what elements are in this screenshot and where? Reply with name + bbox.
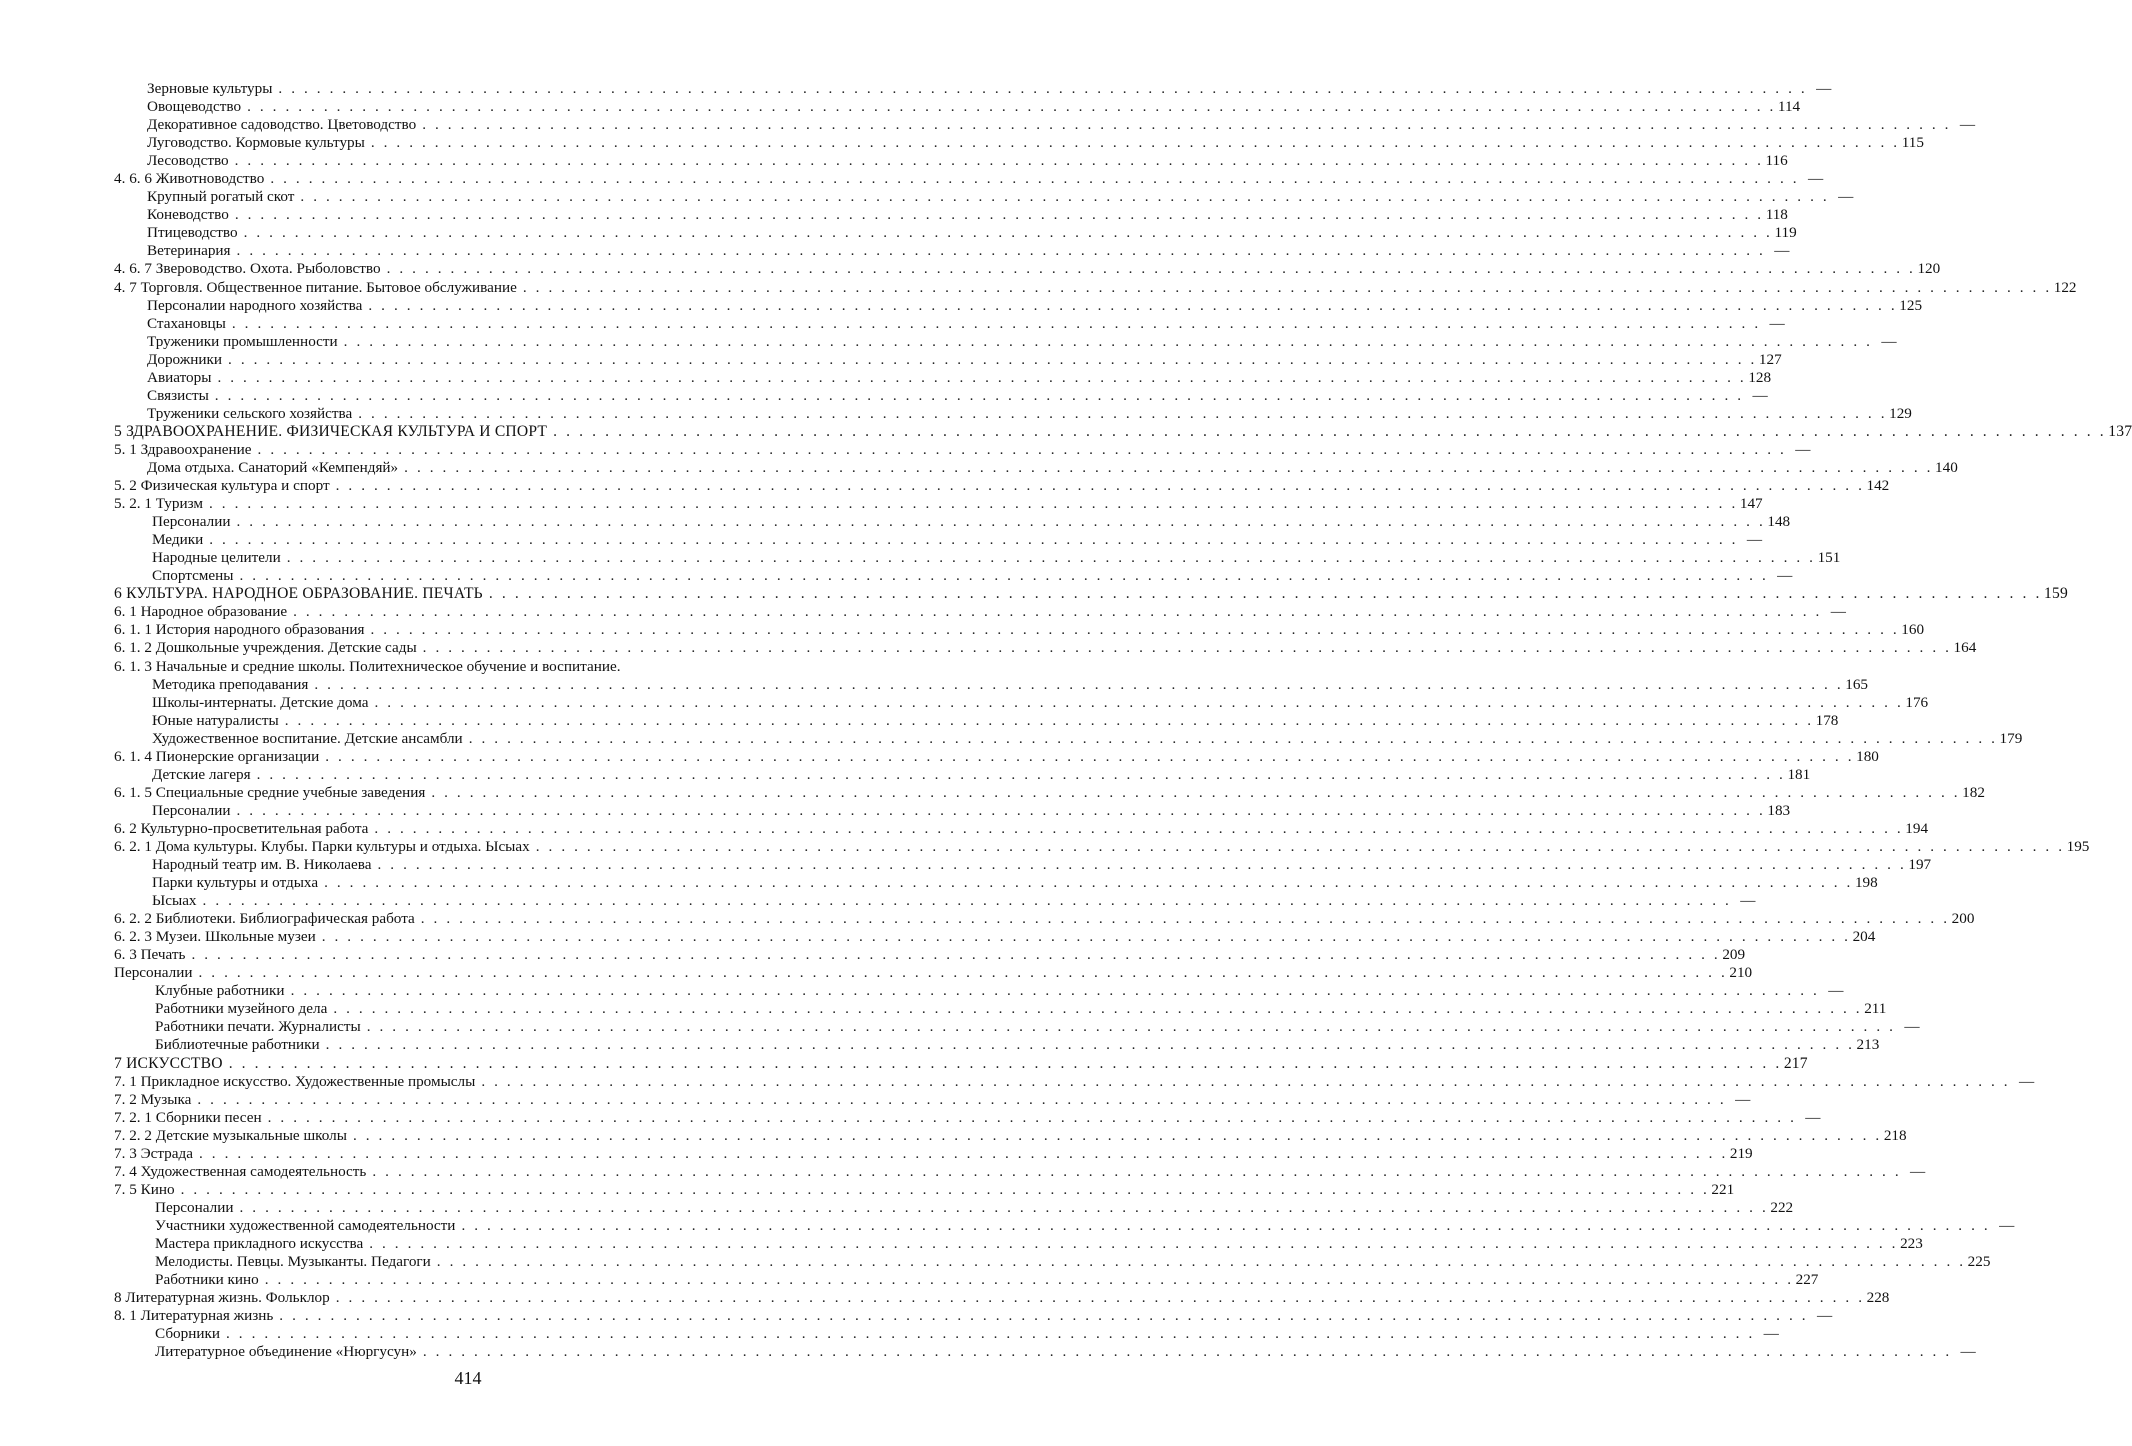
toc-leader-dots: . . . . . . . . . . . . . . . . . . . . . . . . . . . . . . . . . . . . . . . . . . . . . . . . . . . . . . . . . . . . . . . . . . . . . . . . . . . . . . . . . . . . . . . . . . . . . . . . . . . . . . . . . . . . . . . . . . . . . . . .: [404, 458, 1934, 476]
toc-leader-dots: . . . . . . . . . . . . . . . . . . . . . . . . . . . . . . . . . . . . . . . . . . . . . . . . . . . . . . . . . . . . . . . . . . . . . . . . . . . . . . . . . . . . . . . . . . . . . . . . . . . . . . . . . . . . . . . . . . . . . . . .: [264, 1271, 1794, 1289]
toc-entry-title: Персоналии: [152, 513, 231, 531]
table-of-contents: [114, 80, 2132, 1361]
toc-entry-title: 7. 1 Прикладное искусство. Художественные промыслы: [114, 1072, 476, 1090]
toc-page-number: —: [1960, 1343, 1976, 1361]
toc-page-number: 137: [2108, 422, 2132, 440]
toc-entry: [114, 332, 1897, 351]
toc-entry: [114, 1090, 1751, 1109]
toc-leader-dots: . . . . . . . . . . . . . . . . . . . . . . . . . . . . . . . . . . . . . . . . . . . . . . . . . . . . . . . . . . . . . . . . . . . . . . . . . . . . . . . . . . . . . . . . . . . . . . . . . . . . . . . . . . . . . . . . . . . . . . . .: [234, 152, 1764, 170]
toc-entry-title: Сборники: [155, 1325, 220, 1343]
toc-page-number: —: [1904, 1018, 1920, 1036]
toc-leader-dots: . . . . . . . . . . . . . . . . . . . . . . . . . . . . . . . . . . . . . . . . . . . . . . . . . . . . . . . . . . . . . . . . . . . . . . . . . . . . . . . . . . . . . . . . . . . . . . . . . . . . . . . . . . . . . . . . . . . . . . . .: [270, 170, 1800, 188]
toc-leader-dots: . . . . . . . . . . . . . . . . . . . . . . . . . . . . . . . . . . . . . . . . . . . . . . . . . . . . . . . . . . . . . . . . . . . . . . . . . . . . . . . . . . . . . . . . . . . . . . . . . . . . . . . . . . . . . . . . . . . . . . . .: [335, 1289, 1865, 1307]
toc-entry-title: 6. 1. 5 Специальные средние учебные заведения: [114, 783, 426, 801]
toc-entry: [114, 549, 1841, 567]
toc-leader-dots: . . . . . . . . . . . . . . . . . . . . . . . . . . . . . . . . . . . . . . . . . . . . . . . . . . . . . . . . . . . . . . . . . . . . . . . . . . . . . . . . . . . . . . . . . . . . . . . . . . . . . . . . . . . . . . . . . . . . . . . .: [324, 874, 1853, 892]
toc-entry-title: Работники музейного дела: [155, 1000, 328, 1018]
toc-leader-dots: . . . . . . . . . . . . . . . . . . . . . . . . . . . . . . . . . . . . . . . . . . . . . . . . . . . . . . . . . . . . . . . . . . . . . . . . . . . . . . . . . . . . . . . . . . . . . . . . . . . . . . . . . . . . . . . . . . . . . . . .: [431, 783, 1961, 801]
toc-entry: [114, 188, 1854, 206]
toc-entry: [114, 80, 1832, 98]
toc-entry: [114, 819, 1929, 838]
toc-page-number: 209: [1722, 946, 1746, 964]
toc-leader-dots: . . . . . . . . . . . . . . . . . . . . . . . . . . . . . . . . . . . . . . . . . . . . . . . . . . . . . . . . . . . . . . . . . . . . . . . . . . . . . . . . . . . . . . . . . . . . . . . . . . . . . . . . . . . . . . . . . . . . . . . .: [197, 1090, 1727, 1108]
toc-entry: [114, 874, 1878, 892]
toc-entry: [114, 134, 1924, 152]
toc-page-number: —: [1752, 386, 1768, 404]
toc-entry: [114, 765, 1811, 784]
toc-page-number: 179: [1999, 729, 2023, 747]
toc-entry-title: Участники художественной самодеятельности: [155, 1216, 456, 1234]
toc-page-number: 204: [1852, 928, 1876, 946]
toc-leader-dots: . . . . . . . . . . . . . . . . . . . . . . . . . . . . . . . . . . . . . . . . . . . . . . . . . . . . . . . . . . . . . . . . . . . . . . . . . . . . . . . . . . . . . . . . . . . . . . . . . . . . . . . . . . . . . . . . . . . . . . . .: [228, 350, 1757, 368]
toc-page-number: —: [1740, 892, 1756, 910]
toc-leader-dots: . . . . . . . . . . . . . . . . . . . . . . . . . . . . . . . . . . . . . . . . . . . . . . . . . . . . . . . . . . . . . . . . . . . . . . . . . . . . . . . . . . . . . . . . . . . . . . . . . . . . . . . . . . . . . . . . . . . . . . . .: [370, 134, 1900, 152]
toc-entry: [114, 350, 1782, 369]
toc-leader-dots: . . . . . . . . . . . . . . . . . . . . . . . . . . . . . . . . . . . . . . . . . . . . . . . . . . . . . . . . . . . . . . . . . . . . . . . . . . . . . . . . . . . . . . . . . . . . . . . . . . . . . . . . . . . . . . . . . . . . . . . .: [366, 1018, 1896, 1036]
toc-leader-dots: . . . . . . . . . . . . . . . . . . . . . . . . . . . . . . . . . . . . . . . . . . . . . . . . . . . . . . . . . . . . . . . . . . . . . . . . . . . . . . . . . . . . . . . . . . . . . . . . . . . . . . . . . . . . . . . . . . . . . . . .: [374, 819, 1904, 837]
toc-page-number: —: [2019, 1072, 2035, 1090]
toc-entry-title: Парки культуры и отдыха: [152, 874, 319, 892]
toc-leader-dots: . . . . . . . . . . . . . . . . . . . . . . . . . . . . . . . . . . . . . . . . . . . . . . . . . . . . . . . . . . . . . . . . . . . . . . . . . . . . . . . . . . . . . . . . . . . . . . . . . . . . . . . . . . . . . . . . . . . . . . . .: [370, 621, 1900, 639]
toc-leader-dots: . . . . . . . . . . . . . . . . . . . . . . . . . . . . . . . . . . . . . . . . . . . . . . . . . . . . . . . . . . . . . . . . . . . . . . . . . . . . . . . . . . . . . . . . . . . . . . . . . . . . . . . . . . . . . . . . . . . . . . . .: [535, 837, 2065, 855]
toc-entry: [114, 1325, 1779, 1343]
toc-leader-dots: . . . . . . . . . . . . . . . . . . . . . . . . . . . . . . . . . . . . . . . . . . . . . . . . . . . . . . . . . . . . . . . . . . . . . . . . . . . . . . . . . . . . . . . . . . . . . . . . . . . . . . . . . . . . . . . . . . . . . . . .: [300, 188, 1830, 206]
toc-entry: [114, 621, 1925, 639]
toc-entry: [114, 368, 1772, 387]
toc-page-number: 217: [1783, 1054, 1808, 1072]
toc-entry: [114, 964, 1753, 982]
toc-entry: [114, 1000, 1887, 1018]
toc-entry: [114, 693, 1929, 712]
toc-entry-title: 6. 1 Народное образование: [114, 603, 288, 621]
toc-page-number: 219: [1729, 1144, 1753, 1162]
toc-entry-title: 6. 2 Культурно-просветительная работа: [114, 819, 369, 837]
toc-page-number: 221: [1711, 1180, 1735, 1198]
toc-entry: [114, 747, 1879, 766]
toc-entry-title: 5. 2 Физическая культура и спорт: [114, 477, 330, 495]
toc-entry: [114, 440, 1811, 459]
toc-page-number: —: [1830, 603, 1846, 621]
toc-leader-dots: . . . . . . . . . . . . . . . . . . . . . . . . . . . . . . . . . . . . . . . . . . . . . . . . . . . . . . . . . . . . . . . . . . . . . . . . . . . . . . . . . . . . . . . . . . . . . . . . . . . . . . . . . . . . . . . . . . . . . . . .: [553, 422, 2107, 440]
toc-page-number: 142: [1866, 477, 1890, 495]
toc-entry: [114, 892, 1756, 910]
toc-entry: [114, 260, 1941, 278]
toc-entry-title: 7. 2. 2 Детские музыкальные школы: [114, 1126, 347, 1144]
toc-entry: [114, 1253, 1991, 1271]
toc-leader-dots: . . . . . . . . . . . . . . . . . . . . . . . . . . . . . . . . . . . . . . . . . . . . . . . . . . . . . . . . . . . . . . . . . . . . . . . . . . . . . . . . . . . . . . . . . . . . . . . . . . . . . . . . . . . . . . . . . . . . . . . .: [256, 765, 1786, 783]
toc-entry: [114, 1271, 1819, 1289]
toc-entry: [114, 1343, 1976, 1361]
toc-entry-title: Народные целители: [152, 549, 281, 567]
toc-entry-title: Художественное воспитание. Детские ансамбли: [152, 729, 463, 747]
toc-page-number: 182: [1962, 783, 1985, 801]
toc-leader-dots: . . . . . . . . . . . . . . . . . . . . . . . . . . . . . . . . . . . . . . . . . . . . . . . . . . . . . . . . . . . . . . . . . . . . . . . . . . . . . . . . . . . . . . . . . . . . . . . . . . . . . . . . . . . . . . . . . . . . . . . .: [191, 946, 1721, 964]
toc-entry-title: Лесоводство: [147, 152, 229, 170]
toc-leader-dots: . . . . . . . . . . . . . . . . . . . . . . . . . . . . . . . . . . . . . . . . . . . . . . . . . . . . . . . . . . . . . . . . . . . . . . . . . . . . . . . . . . . . . . . . . . . . . . . . . . . . . . . . . . . . . . . . . . . . . . . .: [420, 910, 1950, 928]
toc-leader-dots: . . . . . . . . . . . . . . . . . . . . . . . . . . . . . . . . . . . . . . . . . . . . . . . . . . . . . . . . . . . . . . . . . . . . . . . . . . . . . . . . . . . . . . . . . . . . . . . . . . . . . . . . . . . . . . . . . . . . . . . .: [321, 928, 1851, 946]
toc-entry-title: Авиаторы: [147, 368, 212, 386]
toc-entry: [114, 1198, 1794, 1217]
toc-entry-title: 7. 4 Художественная самодеятельность: [114, 1162, 367, 1180]
toc-leader-dots: . . . . . . . . . . . . . . . . . . . . . . . . . . . . . . . . . . . . . . . . . . . . . . . . . . . . . . . . . . . . . . . . . . . . . . . . . . . . . . . . . . . . . . . . . . . . . . . . . . . . . . . . . . . . . . . . . . . . . . . .: [325, 1036, 1855, 1054]
toc-entry: [114, 531, 1763, 549]
toc-page-number: 140: [1935, 458, 1958, 476]
toc-entry: [114, 837, 2090, 856]
toc-leader-dots: . . . . . . . . . . . . . . . . . . . . . . . . . . . . . . . . . . . . . . . . . . . . . . . . . . . . . . . . . . . . . . . . . . . . . . . . . . . . . . . . . . . . . . . . . . . . . . . . . . . . . . . . . . . . . . . . . . . . . . . .: [522, 278, 2052, 296]
toc-entry-title: 5. 1 Здравоохранение: [114, 440, 252, 458]
toc-leader-dots: . . . . . . . . . . . . . . . . . . . . . . . . . . . . . . . . . . . . . . . . . . . . . . . . . . . . . . . . . . . . . . . . . . . . . . . . . . . . . . . . . . . . . . . . . . . . . . . . . . . . . . . . . . . . . . . . . . . . . . . .: [335, 477, 1865, 495]
toc-leader-dots: . . . . . . . . . . . . . . . . . . . . . . . . . . . . . . . . . . . . . . . . . . . . . . . . . . . . . . . . . . . . . . . . . . . . . . . . . . . . . . . . . . . . . . . . . . . . . . . . . . . . . . . . . . . . . . . . . . . . . . . .: [236, 513, 1766, 531]
toc-entry-title: Овощеводство: [147, 98, 242, 116]
toc-entry: [114, 711, 1839, 730]
toc-leader-dots: . . . . . . . . . . . . . . . . . . . . . . . . . . . . . . . . . . . . . . . . . . . . . . . . . . . . . . . . . . . . . . . . . . . . . . . . . . . . . . . . . . . . . . . . . . . . . . . . . . . . . . . . . . . . . . . . . . . . . . . .: [214, 386, 1744, 404]
toc-entry-title: Персоналии: [155, 1198, 234, 1216]
toc-entry-title: Ысыах: [152, 892, 197, 910]
toc-entry-title: 6. 2. 2 Библиотеки. Библиографическая работа: [114, 910, 415, 928]
toc-section-heading: [114, 422, 2132, 441]
toc-page-number: 118: [1765, 206, 1788, 224]
toc-entry-title: Методика преподавания: [152, 675, 309, 693]
toc-page-number: 211: [1864, 1000, 1887, 1018]
toc-entry: [114, 513, 1791, 531]
toc-page-number: 198: [1854, 874, 1878, 892]
toc-page-number: —: [1735, 1090, 1751, 1108]
toc-entry: [114, 495, 1763, 513]
toc-page-number: 222: [1770, 1198, 1794, 1216]
toc-entry-title: Работники печати. Журналисты: [155, 1018, 361, 1036]
toc-page-number: —: [1828, 982, 1844, 1000]
toc-entry: [114, 1072, 2035, 1091]
toc-entry: [114, 1235, 1923, 1253]
toc-page-number: 228: [1866, 1289, 1890, 1307]
toc-entry: [114, 206, 1788, 224]
toc-entry: [114, 1180, 1735, 1199]
toc-entry-title: Труженики промышленности: [147, 332, 338, 350]
toc-leader-dots: . . . . . . . . . . . . . . . . . . . . . . . . . . . . . . . . . . . . . . . . . . . . . . . . . . . . . . . . . . . . . . . . . . . . . . . . . . . . . . . . . . . . . . . . . . . . . . . . . . . . . . . . . . . . . . . . . . . . . . . .: [239, 567, 1769, 585]
toc-leader-dots: . . . . . . . . . . . . . . . . . . . . . . . . . . . . . . . . . . . . . . . . . . . . . . . . . . . . . . . . . . . . . . . . . . . . . . . . . . . . . . . . . . . . . . . . . . . . . . . . . . . . . . . . . . . . . . . . . . . . . . . .: [377, 856, 1907, 874]
toc-page-number: 160: [1901, 621, 1925, 639]
toc-entry-title: 4. 6. 6 Животноводство: [114, 170, 265, 188]
toc-entry-title: 7. 2. 1 Сборники песен: [114, 1108, 262, 1126]
toc-page-number: 181: [1787, 765, 1811, 783]
toc-leader-dots: . . . . . . . . . . . . . . . . . . . . . . . . . . . . . . . . . . . . . . . . . . . . . . . . . . . . . . . . . . . . . . . . . . . . . . . . . . . . . . . . . . . . . . . . . . . . . . . . . . . . . . . . . . . . . . . . . . . . . . . .: [488, 585, 2042, 603]
toc-page-number: 125: [1899, 296, 1923, 314]
toc-page-number: 180: [1856, 747, 1879, 765]
toc-leader-dots: . . . . . . . . . . . . . . . . . . . . . . . . . . . . . . . . . . . . . . . . . . . . . . . . . . . . . . . . . . . . . . . . . . . . . . . . . . . . . . . . . . . . . . . . . . . . . . . . . . . . . . . . . . . . . . . . . . . . . . . .: [209, 495, 1738, 513]
toc-page-number: 210: [1729, 964, 1753, 982]
toc-page-number: 151: [1817, 549, 1841, 567]
toc-leader-dots: . . . . . . . . . . . . . . . . . . . . . . . . . . . . . . . . . . . . . . . . . . . . . . . . . . . . . . . . . . . . . . . . . . . . . . . . . . . . . . . . . . . . . . . . . . . . . . . . . . . . . . . . . . . . . . . . . . . . . . . .: [198, 1144, 1728, 1162]
toc-entry-title: Литературное объединение «Нюргусун»: [155, 1343, 417, 1361]
toc-page-number: —: [1805, 1108, 1821, 1126]
toc-entry: [114, 928, 1876, 946]
toc-entry-title: 7. 5 Кино: [114, 1180, 175, 1198]
toc-page-number: 176: [1905, 693, 1929, 711]
toc-page-number: 223: [1900, 1235, 1923, 1252]
toc-entry: [114, 477, 1890, 495]
toc-entry-title: 5 ЗДРАВООХРАНЕНИЕ. ФИЗИЧЕСКАЯ КУЛЬТУРА И СПОРТ: [114, 422, 548, 440]
toc-leader-dots: . . . . . . . . . . . . . . . . . . . . . . . . . . . . . . . . . . . . . . . . . . . . . . . . . . . . . . . . . . . . . . . . . . . . . . . . . . . . . . . . . . . . . . . . . . . . . . . . . . . . . . . . . . . . . . . . . . . . . . . .: [247, 98, 1776, 116]
toc-entry-title: Школы-интернаты. Детские дома: [152, 693, 369, 711]
toc-entry: [114, 729, 2023, 748]
toc-entry-title: Работники кино: [155, 1271, 259, 1289]
toc-entry: [114, 639, 1977, 657]
toc-leader-dots: . . . . . . . . . . . . . . . . . . . . . . . . . . . . . . . . . . . . . . . . . . . . . . . . . . . . . . . . . . . . . . . . . . . . . . . . . . . . . . . . . . . . . . . . . . . . . . . . . . . . . . . . . . . . . . . . . . . . . . . .: [481, 1072, 2011, 1090]
toc-page-number: 227: [1795, 1271, 1819, 1289]
toc-entry: [114, 1289, 1890, 1307]
toc-entry: [114, 1144, 1753, 1163]
toc-entry-title: Народный театр им. В. Николаева: [152, 856, 372, 874]
toc-leader-dots: . . . . . . . . . . . . . . . . . . . . . . . . . . . . . . . . . . . . . . . . . . . . . . . . . . . . . . . . . . . . . . . . . . . . . . . . . . . . . . . . . . . . . . . . . . . . . . . . . . . . . . . . . . . . . . . . . . . . . . . .: [180, 1180, 1710, 1198]
toc-leader-dots: . . . . . . . . . . . . . . . . . . . . . . . . . . . . . . . . . . . . . . . . . . . . . . . . . . . . . . . . . . . . . . . . . . . . . . . . . . . . . . . . . . . . . . . . . . . . . . . . . . . . . . . . . . . . . . . . . . . . . . . .: [231, 314, 1761, 332]
toc-entry-title: 5. 2. 1 Туризм: [114, 495, 203, 513]
toc-page-number: 129: [1889, 404, 1912, 422]
toc-leader-dots: . . . . . . . . . . . . . . . . . . . . . . . . . . . . . . . . . . . . . . . . . . . . . . . . . . . . . . . . . . . . . . . . . . . . . . . . . . . . . . . . . . . . . . . . . . . . . . . . . . . . . . . . . . . . . . . . . . . . . . . .: [386, 260, 1916, 278]
toc-leader-dots: . . . . . . . . . . . . . . . . . . . . . . . . . . . . . . . . . . . . . . . . . . . . . . . . . . . . . . . . . . . . . . . . . . . . . . . . . . . . . . . . . . . . . . . . . . . . . . . . . . . . . . . . . . . . . . . . . . . . . . . .: [293, 603, 1822, 621]
toc-page-number: 147: [1739, 495, 1763, 513]
toc-entry-title: Стахановцы: [147, 314, 226, 332]
toc-entry-title: 8 Литературная жизнь. Фольклор: [114, 1289, 330, 1307]
toc-page-number: 197: [1908, 856, 1932, 874]
toc-page-number: 116: [1765, 152, 1788, 170]
toc-leader-dots: . . . . . . . . . . . . . . . . . . . . . . . . . . . . . . . . . . . . . . . . . . . . . . . . . . . . . . . . . . . . . . . . . . . . . . . . . . . . . . . . . . . . . . . . . . . . . . . . . . . . . . . . . . . . . . . . . . . . . . . .: [278, 80, 1808, 97]
toc-leader-dots: . . . . . . . . . . . . . . . . . . . . . . . . . . . . . . . . . . . . . . . . . . . . . . . . . . . . . . . . . . . . . . . . . . . . . . . . . . . . . . . . . . . . . . . . . . . . . . . . . . . . . . . . . . . . . . . . . . . . . . . .: [343, 332, 1873, 350]
toc-section-heading: [114, 585, 2068, 603]
toc-page-number: 194: [1905, 819, 1929, 837]
toc-entry-title: 7 ИСКУССТВО: [114, 1054, 223, 1072]
toc-entry-title: Коневодство: [147, 206, 229, 224]
toc-entry: [114, 910, 1975, 928]
toc-leader-dots: . . . . . . . . . . . . . . . . . . . . . . . . . . . . . . . . . . . . . . . . . . . . . . . . . . . . . . . . . . . . . . . . . . . . . . . . . . . . . . . . . . . . . . . . . . . . . . . . . . . . . . . . . . . . . . . . . . . . . . . .: [358, 404, 1888, 422]
toc-entry: [114, 458, 1958, 477]
toc-leader-dots: . . . . . . . . . . . . . . . . . . . . . . . . . . . . . . . . . . . . . . . . . . . . . . . . . . . . . . . . . . . . . . . . . . . . . . . . . . . . . . . . . . . . . . . . . . . . . . . . . . . . . . . . . . . . . . . . . . . . . . . .: [209, 531, 1739, 549]
toc-entry: [114, 314, 1785, 333]
toc-entry: [114, 116, 1976, 134]
toc-entry: [114, 1108, 1821, 1127]
toc-page-number: 200: [1951, 910, 1975, 928]
toc-entry: [114, 404, 1912, 423]
toc-leader-dots: . . . . . . . . . . . . . . . . . . . . . . . . . . . . . . . . . . . . . . . . . . . . . . . . . . . . . . . . . . . . . . . . . . . . . . . . . . . . . . . . . . . . . . . . . . . . . . . . . . . . . . . . . . . . . . . . . . . . . . . .: [236, 242, 1766, 260]
toc-leader-dots: . . . . . . . . . . . . . . . . . . . . . . . . . . . . . . . . . . . . . . . . . . . . . . . . . . . . . . . . . . . . . . . . . . . . . . . . . . . . . . . . . . . . . . . . . . . . . . . . . . . . . . . . . . . . . . . . . . . . . . . .: [257, 440, 1787, 458]
toc-entry: [114, 278, 2077, 297]
toc-entry: [114, 152, 1788, 170]
toc-entry-title: Персоналии: [114, 964, 193, 982]
toc-entry: [114, 170, 1824, 188]
toc-page-number: 122: [2053, 278, 2077, 296]
toc-entry: [114, 1126, 1907, 1145]
toc-entry-title: Персоналии: [152, 801, 231, 819]
toc-page-number: —: [1999, 1216, 2015, 1234]
toc-leader-dots: . . . . . . . . . . . . . . . . . . . . . . . . . . . . . . . . . . . . . . . . . . . . . . . . . . . . . . . . . . . . . . . . . . . . . . . . . . . . . . . . . . . . . . . . . . . . . . . . . . . . . . . . . . . . . . . . . . . . . . . .: [239, 1198, 1769, 1216]
toc-leader-dots: . . . . . . . . . . . . . . . . . . . . . . . . . . . . . . . . . . . . . . . . . . . . . . . . . . . . . . . . . . . . . . . . . . . . . . . . . . . . . . . . . . . . . . . . . . . . . . . . . . . . . . . . . . . . . . . . . . . . . . . .: [243, 224, 1773, 242]
toc-entry-title: Детские лагеря: [152, 765, 251, 783]
toc-leader-dots: . . . . . . . . . . . . . . . . . . . . . . . . . . . . . . . . . . . . . . . . . . . . . . . . . . . . . . . . . . . . . . . . . . . . . . . . . . . . . . . . . . . . . . . . . . . . . . . . . . . . . . . . . . . . . . . . . . . . . . . .: [422, 639, 1952, 657]
toc-page-number: 165: [1845, 675, 1868, 693]
toc-leader-dots: . . . . . . . . . . . . . . . . . . . . . . . . . . . . . . . . . . . . . . . . . . . . . . . . . . . . . . . . . . . . . . . . . . . . . . . . . . . . . . . . . . . . . . . . . . . . . . . . . . . . . . . . . . . . . . . . . . . . . . . .: [352, 1126, 1882, 1144]
toc-entry-title: 7. 3 Эстрада: [114, 1144, 193, 1162]
toc-entry-title: 7. 2 Музыка: [114, 1090, 192, 1108]
toc-leader-dots: . . . . . . . . . . . . . . . . . . . . . . . . . . . . . . . . . . . . . . . . . . . . . . . . . . . . . . . . . . . . . . . . . . . . . . . . . . . . . . . . . . . . . . . . . . . . . . . . . . . . . . . . . . . . . . . . . . . . . . . .: [369, 1235, 1899, 1252]
toc-entry-title: Декоративное садоводство. Цветоводство: [147, 116, 417, 134]
toc-entry: [114, 1018, 1920, 1036]
toc-entry-title: Мелодисты. Певцы. Музыканты. Педагоги: [155, 1253, 431, 1271]
toc-leader-dots: . . . . . . . . . . . . . . . . . . . . . . . . . . . . . . . . . . . . . . . . . . . . . . . . . . . . . . . . . . . . . . . . . . . . . . . . . . . . . . . . . . . . . . . . . . . . . . . . . . . . . . . . . . . . . . . . . . . . . . . .: [325, 747, 1855, 765]
toc-page-number: —: [1807, 170, 1824, 188]
toc-entry-title: 6. 1. 3 Начальные и средние школы. Политехническое обучение и воспитание.: [114, 657, 621, 675]
toc-entry-title: Зерновые культуры: [147, 80, 273, 97]
toc-leader-dots: . . . . . . . . . . . . . . . . . . . . . . . . . . . . . . . . . . . . . . . . . . . . . . . . . . . . . . . . . . . . . . . . . . . . . . . . . . . . . . . . . . . . . . . . . . . . . . . . . . . . . . . . . . . . . . . . . . . . . . . .: [422, 116, 1952, 134]
toc-leader-dots: . . . . . . . . . . . . . . . . . . . . . . . . . . . . . . . . . . . . . . . . . . . . . . . . . . . . . . . . . . . . . . . . . . . . . . . . . . . . . . . . . . . . . . . . . . . . . . . . . . . . . . . . . . . . . . . . . . . . . . . .: [333, 1000, 1863, 1018]
toc-leader-dots: . . . . . . . . . . . . . . . . . . . . . . . . . . . . . . . . . . . . . . . . . . . . . . . . . . . . . . . . . . . . . . . . . . . . . . . . . . . . . . . . . . . . . . . . . . . . . . . . . . . . . . . . . . . . . . . . . . . . . . . .: [236, 801, 1766, 819]
toc-page-number: —: [1816, 80, 1832, 97]
toc-page-number: 128: [1748, 368, 1772, 386]
toc-leader-dots: . . . . . . . . . . . . . . . . . . . . . . . . . . . . . . . . . . . . . . . . . . . . . . . . . . . . . . . . . . . . . . . . . . . . . . . . . . . . . . . . . . . . . . . . . . . . . . . . . . . . . . . . . . . . . . . . . . . . . . . .: [234, 206, 1764, 224]
toc-leader-dots: . . . . . . . . . . . . . . . . . . . . . . . . . . . . . . . . . . . . . . . . . . . . . . . . . . . . . . . . . . . . . . . . . . . . . . . . . . . . . . . . . . . . . . . . . . . . . . . . . . . . . . . . . . . . . . . . . . . . . . . .: [314, 675, 1844, 693]
toc-entry-title: Библиотечные работники: [155, 1036, 320, 1054]
toc-entry: [114, 658, 790, 676]
toc-leader-dots: . . . . . . . . . . . . . . . . . . . . . . . . . . . . . . . . . . . . . . . . . . . . . . . . . . . . . . . . . . . . . . . . . . . . . . . . . . . . . . . . . . . . . . . . . . . . . . . . . . . . . . . . . . . . . . . . . . . . . . . .: [228, 1054, 1782, 1072]
toc-entry: [114, 242, 1790, 260]
toc-page-number: 127: [1758, 350, 1782, 368]
toc-entry-title: Дорожники: [147, 350, 223, 368]
toc-entry-title: Мастера прикладного искусства: [155, 1235, 364, 1252]
toc-entry: [114, 386, 1768, 405]
toc-entry: [114, 982, 1844, 1000]
toc-page-number: 115: [1901, 134, 1924, 152]
toc-entry-title: 6. 1. 1 История народного образования: [114, 621, 365, 639]
toc-entry: [114, 567, 1793, 585]
toc-leader-dots: . . . . . . . . . . . . . . . . . . . . . . . . . . . . . . . . . . . . . . . . . . . . . . . . . . . . . . . . . . . . . . . . . . . . . . . . . . . . . . . . . . . . . . . . . . . . . . . . . . . . . . . . . . . . . . . . . . . . . . . .: [284, 711, 1814, 729]
toc-entry-title: 4. 7 Торговля. Общественное питание. Бытовое обслуживание: [114, 278, 517, 296]
toc-leader-dots: . . . . . . . . . . . . . . . . . . . . . . . . . . . . . . . . . . . . . . . . . . . . . . . . . . . . . . . . . . . . . . . . . . . . . . . . . . . . . . . . . . . . . . . . . . . . . . . . . . . . . . . . . . . . . . . . . . . . . . . .: [226, 1325, 1755, 1343]
toc-entry-title: Клубные работники: [155, 982, 285, 1000]
toc-entry: [114, 603, 1846, 621]
toc-entry-title: 6 КУЛЬТУРА. НАРОДНОЕ ОБРАЗОВАНИЕ. ПЕЧАТЬ: [114, 585, 483, 603]
toc-leader-dots: . . . . . . . . . . . . . . . . . . . . . . . . . . . . . . . . . . . . . . . . . . . . . . . . . . . . . . . . . . . . . . . . . . . . . . . . . . . . . . . . . . . . . . . . . . . . . . . . . . . . . . . . . . . . . . . . . . . . . . . .: [202, 892, 1732, 910]
toc-page-number: —: [1910, 1162, 1926, 1180]
toc-leader-dots: . . . . . . . . . . . . . . . . . . . . . . . . . . . . . . . . . . . . . . . . . . . . . . . . . . . . . . . . . . . . . . . . . . . . . . . . . . . . . . . . . . . . . . . . . . . . . . . . . . . . . . . . . . . . . . . . . . . . . . . .: [374, 693, 1904, 711]
toc-page-number: 218: [1883, 1126, 1907, 1144]
toc-entry: [114, 98, 1801, 116]
toc-section-heading: [114, 1054, 1808, 1073]
toc-page-number: 120: [1917, 260, 1941, 278]
toc-page-number: 213: [1856, 1036, 1880, 1054]
toc-entry: [114, 675, 1868, 694]
toc-entry-title: Луговодство. Кормовые культуры: [147, 134, 365, 152]
toc-leader-dots: . . . . . . . . . . . . . . . . . . . . . . . . . . . . . . . . . . . . . . . . . . . . . . . . . . . . . . . . . . . . . . . . . . . . . . . . . . . . . . . . . . . . . . . . . . . . . . . . . . . . . . . . . . . . . . . . . . . . . . . .: [368, 296, 1898, 314]
toc-entry-title: 6. 2. 3 Музеи. Школьные музеи: [114, 928, 316, 946]
toc-page-number: 119: [1774, 224, 1797, 242]
toc-entry-title: 6. 2. 1 Дома культуры. Клубы. Парки культуры и отдыха. Ысыах: [114, 837, 530, 855]
page-number: 414: [454, 1368, 482, 1388]
toc-entry-title: Связисты: [147, 386, 209, 404]
toc-leader-dots: . . . . . . . . . . . . . . . . . . . . . . . . . . . . . . . . . . . . . . . . . . . . . . . . . . . . . . . . . . . . . . . . . . . . . . . . . . . . . . . . . . . . . . . . . . . . . . . . . . . . . . . . . . . . . . . . . . . . . . . .: [279, 1307, 1809, 1325]
toc-entry-title: Труженики сельского хозяйства: [147, 404, 353, 422]
toc-page-number: 164: [1953, 639, 1977, 657]
toc-page-number: —: [1959, 116, 1976, 134]
toc-leader-dots: . . . . . . . . . . . . . . . . . . . . . . . . . . . . . . . . . . . . . . . . . . . . . . . . . . . . . . . . . . . . . . . . . . . . . . . . . . . . . . . . . . . . . . . . . . . . . . . . . . . . . . . . . . . . . . . . . . . . . . . .: [286, 549, 1816, 567]
toc-entry: [114, 1307, 1833, 1325]
toc-entry-title: Крупный рогатый скот: [147, 188, 295, 206]
toc-leader-dots: . . . . . . . . . . . . . . . . . . . . . . . . . . . . . . . . . . . . . . . . . . . . . . . . . . . . . . . . . . . . . . . . . . . . . . . . . . . . . . . . . . . . . . . . . . . . . . . . . . . . . . . . . . . . . . . . . . . . . . . .: [217, 368, 1747, 386]
toc-page-number: —: [1795, 440, 1811, 458]
toc-entry-title: 4. 6. 7 Звероводство. Охота. Рыболовство: [114, 260, 381, 278]
toc-page-number: 114: [1777, 98, 1801, 116]
toc-entry: [114, 296, 1923, 315]
toc-page-number: 183: [1767, 801, 1791, 819]
toc-page-number: —: [1838, 188, 1854, 206]
toc-leader-dots: . . . . . . . . . . . . . . . . . . . . . . . . . . . . . . . . . . . . . . . . . . . . . . . . . . . . . . . . . . . . . . . . . . . . . . . . . . . . . . . . . . . . . . . . . . . . . . . . . . . . . . . . . . . . . . . . . . . . . . . .: [461, 1216, 1991, 1234]
toc-leader-dots: . . . . . . . . . . . . . . . . . . . . . . . . . . . . . . . . . . . . . . . . . . . . . . . . . . . . . . . . . . . . . . . . . . . . . . . . . . . . . . . . . . . . . . . . . . . . . . . . . . . . . . . . . . . . . . . . . . . . . . . .: [290, 982, 1820, 1000]
toc-entry: [114, 856, 1932, 874]
toc-page-number: —: [1774, 242, 1790, 260]
toc-page-number: 148: [1767, 513, 1791, 531]
toc-entry-title: 8. 1 Литературная жизнь: [114, 1307, 274, 1325]
toc-page-number: 159: [2043, 585, 2068, 603]
toc-entry: [114, 224, 1797, 242]
toc-entry-title: Юные натуралисты: [152, 711, 279, 729]
toc-leader-dots: . . . . . . . . . . . . . . . . . . . . . . . . . . . . . . . . . . . . . . . . . . . . . . . . . . . . . . . . . . . . . . . . . . . . . . . . . . . . . . . . . . . . . . . . . . . . . . . . . . . . . . . . . . . . . . . . . . . . . . . .: [198, 964, 1728, 982]
toc-page-number: —: [1777, 567, 1793, 585]
toc-leader-dots: . . . . . . . . . . . . . . . . . . . . . . . . . . . . . . . . . . . . . . . . . . . . . . . . . . . . . . . . . . . . . . . . . . . . . . . . . . . . . . . . . . . . . . . . . . . . . . . . . . . . . . . . . . . . . . . . . . . . . . . .: [422, 1343, 1952, 1361]
toc-entry-title: Дома отдыха. Санаторий «Кемпендяй»: [147, 458, 399, 476]
toc-page-number: —: [1769, 314, 1785, 332]
toc-page-number: 225: [1967, 1253, 1991, 1271]
toc-leader-dots: . . . . . . . . . . . . . . . . . . . . . . . . . . . . . . . . . . . . . . . . . . . . . . . . . . . . . . . . . . . . . . . . . . . . . . . . . . . . . . . . . . . . . . . . . . . . . . . . . . . . . . . . . . . . . . . . . . . . . . . .: [372, 1162, 1902, 1180]
toc-page-number: 178: [1815, 711, 1839, 729]
toc-page-number: —: [1881, 332, 1897, 350]
toc-entry: [114, 1036, 1880, 1054]
toc-entry: [114, 946, 1746, 964]
toc-entry-title: 6. 1. 4 Пионерские организации: [114, 747, 320, 765]
toc-leader-dots: . . . . . . . . . . . . . . . . . . . . . . . . . . . . . . . . . . . . . . . . . . . . . . . . . . . . . . . . . . . . . . . . . . . . . . . . . . . . . . . . . . . . . . . . . . . . . . . . . . . . . . . . . . . . . . . . . . . . . . . .: [267, 1108, 1797, 1126]
toc-entry-title: 6. 3 Печать: [114, 946, 186, 964]
toc-page-number: —: [1816, 1307, 1833, 1325]
toc-leader-dots: . . . . . . . . . . . . . . . . . . . . . . . . . . . . . . . . . . . . . . . . . . . . . . . . . . . . . . . . . . . . . . . . . . . . . . . . . . . . . . . . . . . . . . . . . . . . . . . . . . . . . . . . . . . . . . . . . . . . . . . .: [436, 1253, 1966, 1271]
toc-page-number: —: [1746, 531, 1763, 549]
toc-page-number: —: [1763, 1325, 1779, 1343]
toc-entry-title: 6. 1. 2 Дошкольные учреждения. Детские сады: [114, 639, 417, 657]
toc-entry: [114, 1162, 1926, 1181]
toc-entry-title: Персоналии народного хозяйства: [147, 296, 363, 314]
toc-entry-title: Птицеводство: [147, 224, 238, 242]
toc-page-number: 195: [2066, 837, 2090, 855]
toc-entry: [114, 783, 1985, 802]
toc-entry: [114, 1216, 2015, 1235]
toc-entry-title: Медики: [152, 531, 204, 549]
toc-entry-title: Спортсмены: [152, 567, 234, 585]
toc-entry: [114, 801, 1791, 820]
toc-entry-title: Ветеринария: [147, 242, 231, 260]
toc-leader-dots: . . . . . . . . . . . . . . . . . . . . . . . . . . . . . . . . . . . . . . . . . . . . . . . . . . . . . . . . . . . . . . . . . . . . . . . . . . . . . . . . . . . . . . . . . . . . . . . . . . . . . . . . . . . . . . . . . . . . . . . .: [468, 729, 1998, 747]
